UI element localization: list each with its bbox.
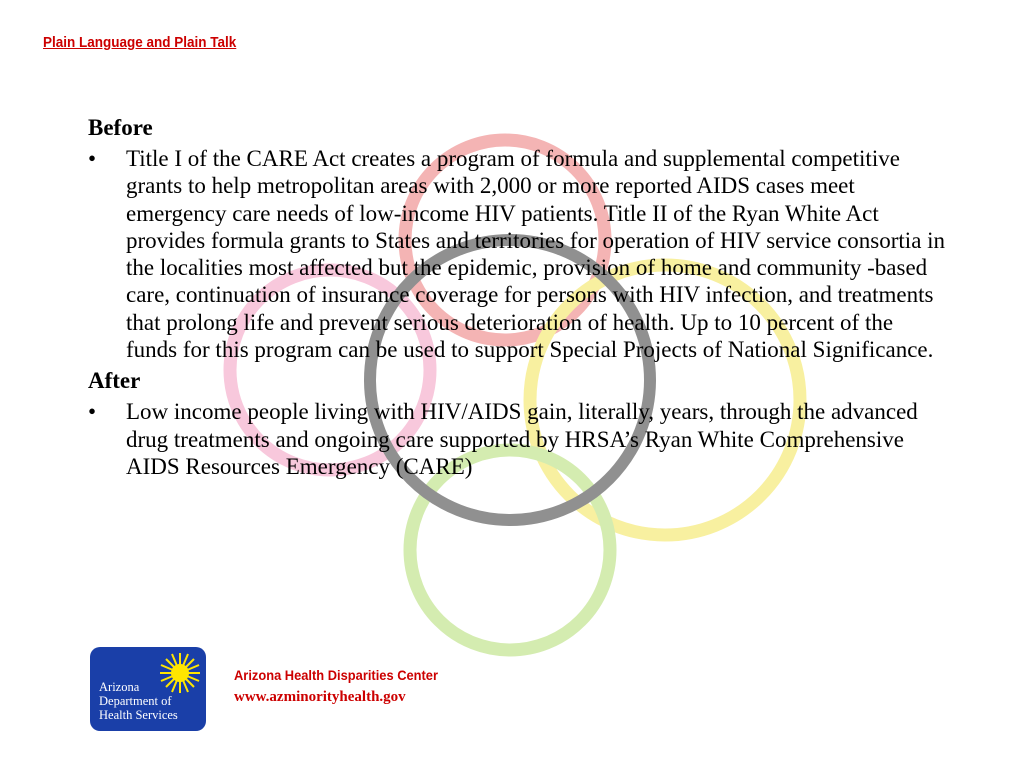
bullet-symbol: • (88, 146, 97, 171)
after-bullet-text: Low income people living with HIV/AIDS gain, literally, years, through the advanced drug treatments and ongoing care supported by HRSA’s Ryan White Comprehensive AIDS Resources Emergency (CARE) (126, 399, 918, 479)
page-header-title: Plain Language and Plain Talk (43, 34, 237, 51)
before-bullet (88, 145, 948, 363)
footer-url-link[interactable]: www.azminorityhealth.gov (234, 689, 406, 705)
before-heading: Before (88, 115, 153, 140)
after-bullet (88, 398, 948, 480)
logo-line-1: Arizona (99, 680, 140, 694)
before-bullet-text: Title I of the CARE Act creates a program of formula and supplemental competitive grants to help metropolitan areas with 2,000 or more reported AIDS cases meet emergency care needs of low-income HIV patients. Title II of the Ryan White Act provides formula grants to States and territories for operation of HIV service consortia in the localities most affected but the epidemic, provision of home and community -based care, continuation of insurance coverage for persons with HIV infection, and treatments that prolong life and prevent serious deterioration of health. Up to 10 percent of the funds for this program can be used to support Special Projects of National Significance. (126, 146, 946, 363)
after-heading: After (88, 368, 141, 394)
logo-text (99, 680, 178, 722)
slide-content (88, 114, 948, 484)
logo-line-2: Department of (99, 694, 172, 708)
adhs-logo (90, 647, 206, 731)
logo-line-3: Health Services (99, 708, 178, 722)
footer-org-name: Arizona Health Disparities Center (234, 667, 438, 683)
bullet-symbol: • (88, 399, 97, 425)
